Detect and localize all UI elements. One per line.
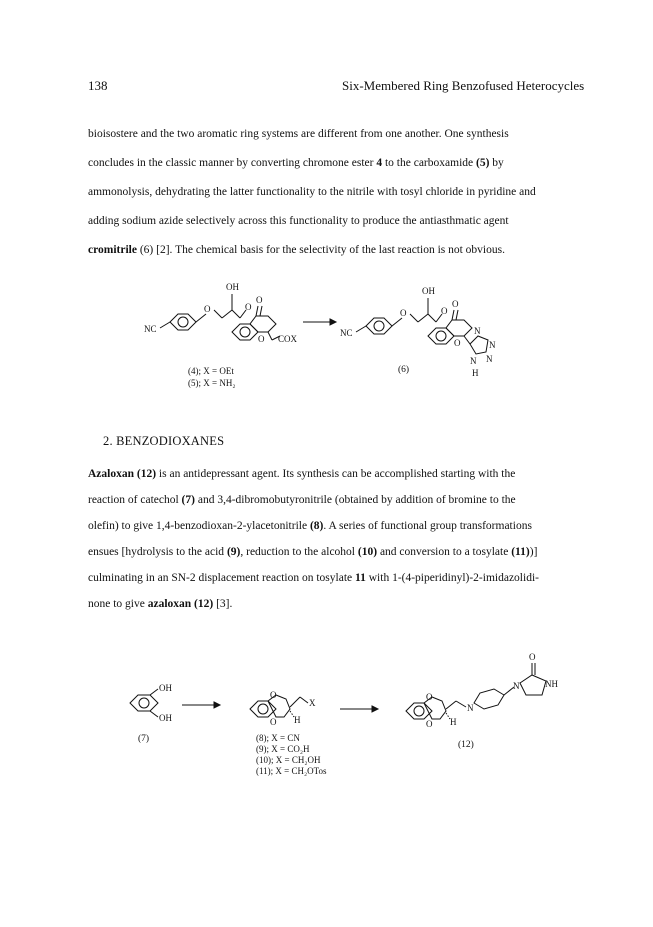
text-run: by — [489, 157, 504, 169]
scheme-1-labels — [0, 270, 653, 410]
atom-label: O — [270, 717, 277, 727]
paragraph-line — [88, 186, 536, 198]
bold-text: (10) — [357, 546, 378, 558]
atom-label: O — [204, 304, 211, 314]
atom-label: N — [467, 703, 474, 713]
atom-label: NH — [545, 679, 558, 689]
compound-label: (11); X = CH₂OTos — [256, 766, 327, 776]
atom-label: OH — [422, 286, 435, 296]
atom-label: NC — [340, 328, 353, 338]
atom-label: O — [245, 302, 252, 312]
atom-label: COX — [278, 334, 298, 344]
paragraph-line — [88, 215, 509, 227]
paragraph-line — [88, 546, 537, 558]
atom-label: N — [474, 326, 481, 336]
text-run: , reduction to the alcohol — [240, 546, 358, 558]
text-run: and 3,4-dibromobutyronitrile (obtained by addition of bromine to the — [194, 494, 516, 506]
text-run: and conversion to a tosylate — [377, 546, 512, 558]
compound-label: (4); X = OEt — [188, 366, 234, 376]
compound-label: (6) — [398, 365, 410, 375]
section-heading: 2. BENZODIOXANES — [103, 434, 225, 448]
atom-label: OH — [226, 282, 239, 292]
atom-label: N — [470, 356, 477, 366]
text-run: culminating in an SN-2 displacement reaction on tosylate — [88, 572, 355, 584]
atom-label: OH — [159, 683, 172, 693]
atom-label: O — [452, 299, 459, 309]
compound-label: (7) — [138, 734, 150, 744]
text-run: with 1-(4-piperidinyl)-2-imidazolidi- — [365, 572, 539, 584]
atom-label: H — [450, 717, 457, 727]
bold-text: (9) — [226, 546, 241, 558]
atom-label: H — [472, 368, 479, 378]
paragraph-line — [88, 572, 539, 584]
paragraph-line — [88, 128, 509, 140]
text-run: concludes in the classic manner by converting chromone ester — [88, 157, 377, 169]
atom-label: O — [400, 308, 407, 318]
compound-label: (9); X = CO₂H — [256, 744, 310, 754]
atom-label: NC — [144, 324, 157, 334]
text-run: ammonolysis, dehydrating the latter functionality to the nitrile with tosyl chloride in pyridine and — [88, 186, 536, 198]
text-run: )] — [529, 546, 538, 558]
atom-label: O — [258, 334, 265, 344]
text-run: bioisostere and the two aromatic ring systems are different from one another. One synthesis — [88, 128, 509, 140]
bold-text: 11 — [355, 572, 366, 584]
paragraph-line — [88, 157, 504, 169]
paragraph-line — [88, 520, 532, 532]
bold-text: (7) — [181, 494, 195, 506]
running-title: Six-Membered Ring Benzofused Heterocycles — [342, 78, 585, 93]
text-run: (6) [2]. The chemical basis for the selectivity of the last reaction is not obvious. — [136, 244, 505, 256]
scheme-2-labels — [0, 645, 653, 795]
bold-text: cromitrile — [88, 244, 137, 256]
atom-label: X — [309, 698, 316, 708]
compound-label: (10); X = CH₂OH — [256, 755, 321, 765]
text-run: to the carboxamide — [382, 157, 476, 169]
atom-label: O — [270, 690, 277, 700]
atom-label: N — [489, 340, 496, 350]
atom-label: O — [454, 338, 461, 348]
text-run: ensues [hydrolysis to the acid — [88, 546, 227, 558]
paragraph-line — [88, 468, 515, 480]
paragraph-line — [88, 244, 505, 256]
page-number: 138 — [88, 78, 108, 93]
bold-text: Azaloxan (12) — [88, 468, 157, 480]
text-run: . A series of functional group transformations — [323, 520, 532, 532]
text-run: adding sodium azide selectively across this functionality to produce the antiasthmatic agent — [88, 215, 509, 227]
text-run: olefin) to give 1,4-benzodioxan-2-ylacetonitrile — [88, 520, 310, 532]
text-run: none to give — [88, 598, 148, 610]
atom-label: N — [513, 681, 520, 691]
atom-label: H — [294, 715, 301, 725]
reaction-scheme-azaloxan — [0, 645, 653, 795]
atom-label: N — [486, 354, 493, 364]
atom-label: O — [426, 692, 433, 702]
text-run: [3]. — [213, 598, 233, 610]
compound-label: (5); X = NH₂ — [188, 378, 236, 388]
atom-label: O — [529, 652, 536, 662]
bold-text: (5) — [476, 157, 490, 169]
text-run: is an antidepressant agent. Its synthesis can be accomplished starting with the — [156, 468, 516, 480]
bold-text: (8) — [309, 520, 324, 532]
compound-label: (12) — [458, 740, 474, 750]
atom-label: O — [426, 719, 433, 729]
atom-label: OH — [159, 713, 172, 723]
paragraph-line — [88, 598, 232, 610]
bold-text: 4 — [376, 157, 383, 169]
text-run: reaction of catechol — [88, 494, 182, 506]
reaction-scheme-cromitrile — [0, 270, 653, 410]
bold-text: azaloxan (12) — [147, 598, 214, 610]
compound-label: (8); X = CN — [256, 733, 300, 743]
paragraph-line — [88, 494, 516, 506]
atom-label: O — [441, 306, 448, 316]
bold-text: (11) — [511, 546, 530, 558]
atom-label: O — [256, 295, 263, 305]
